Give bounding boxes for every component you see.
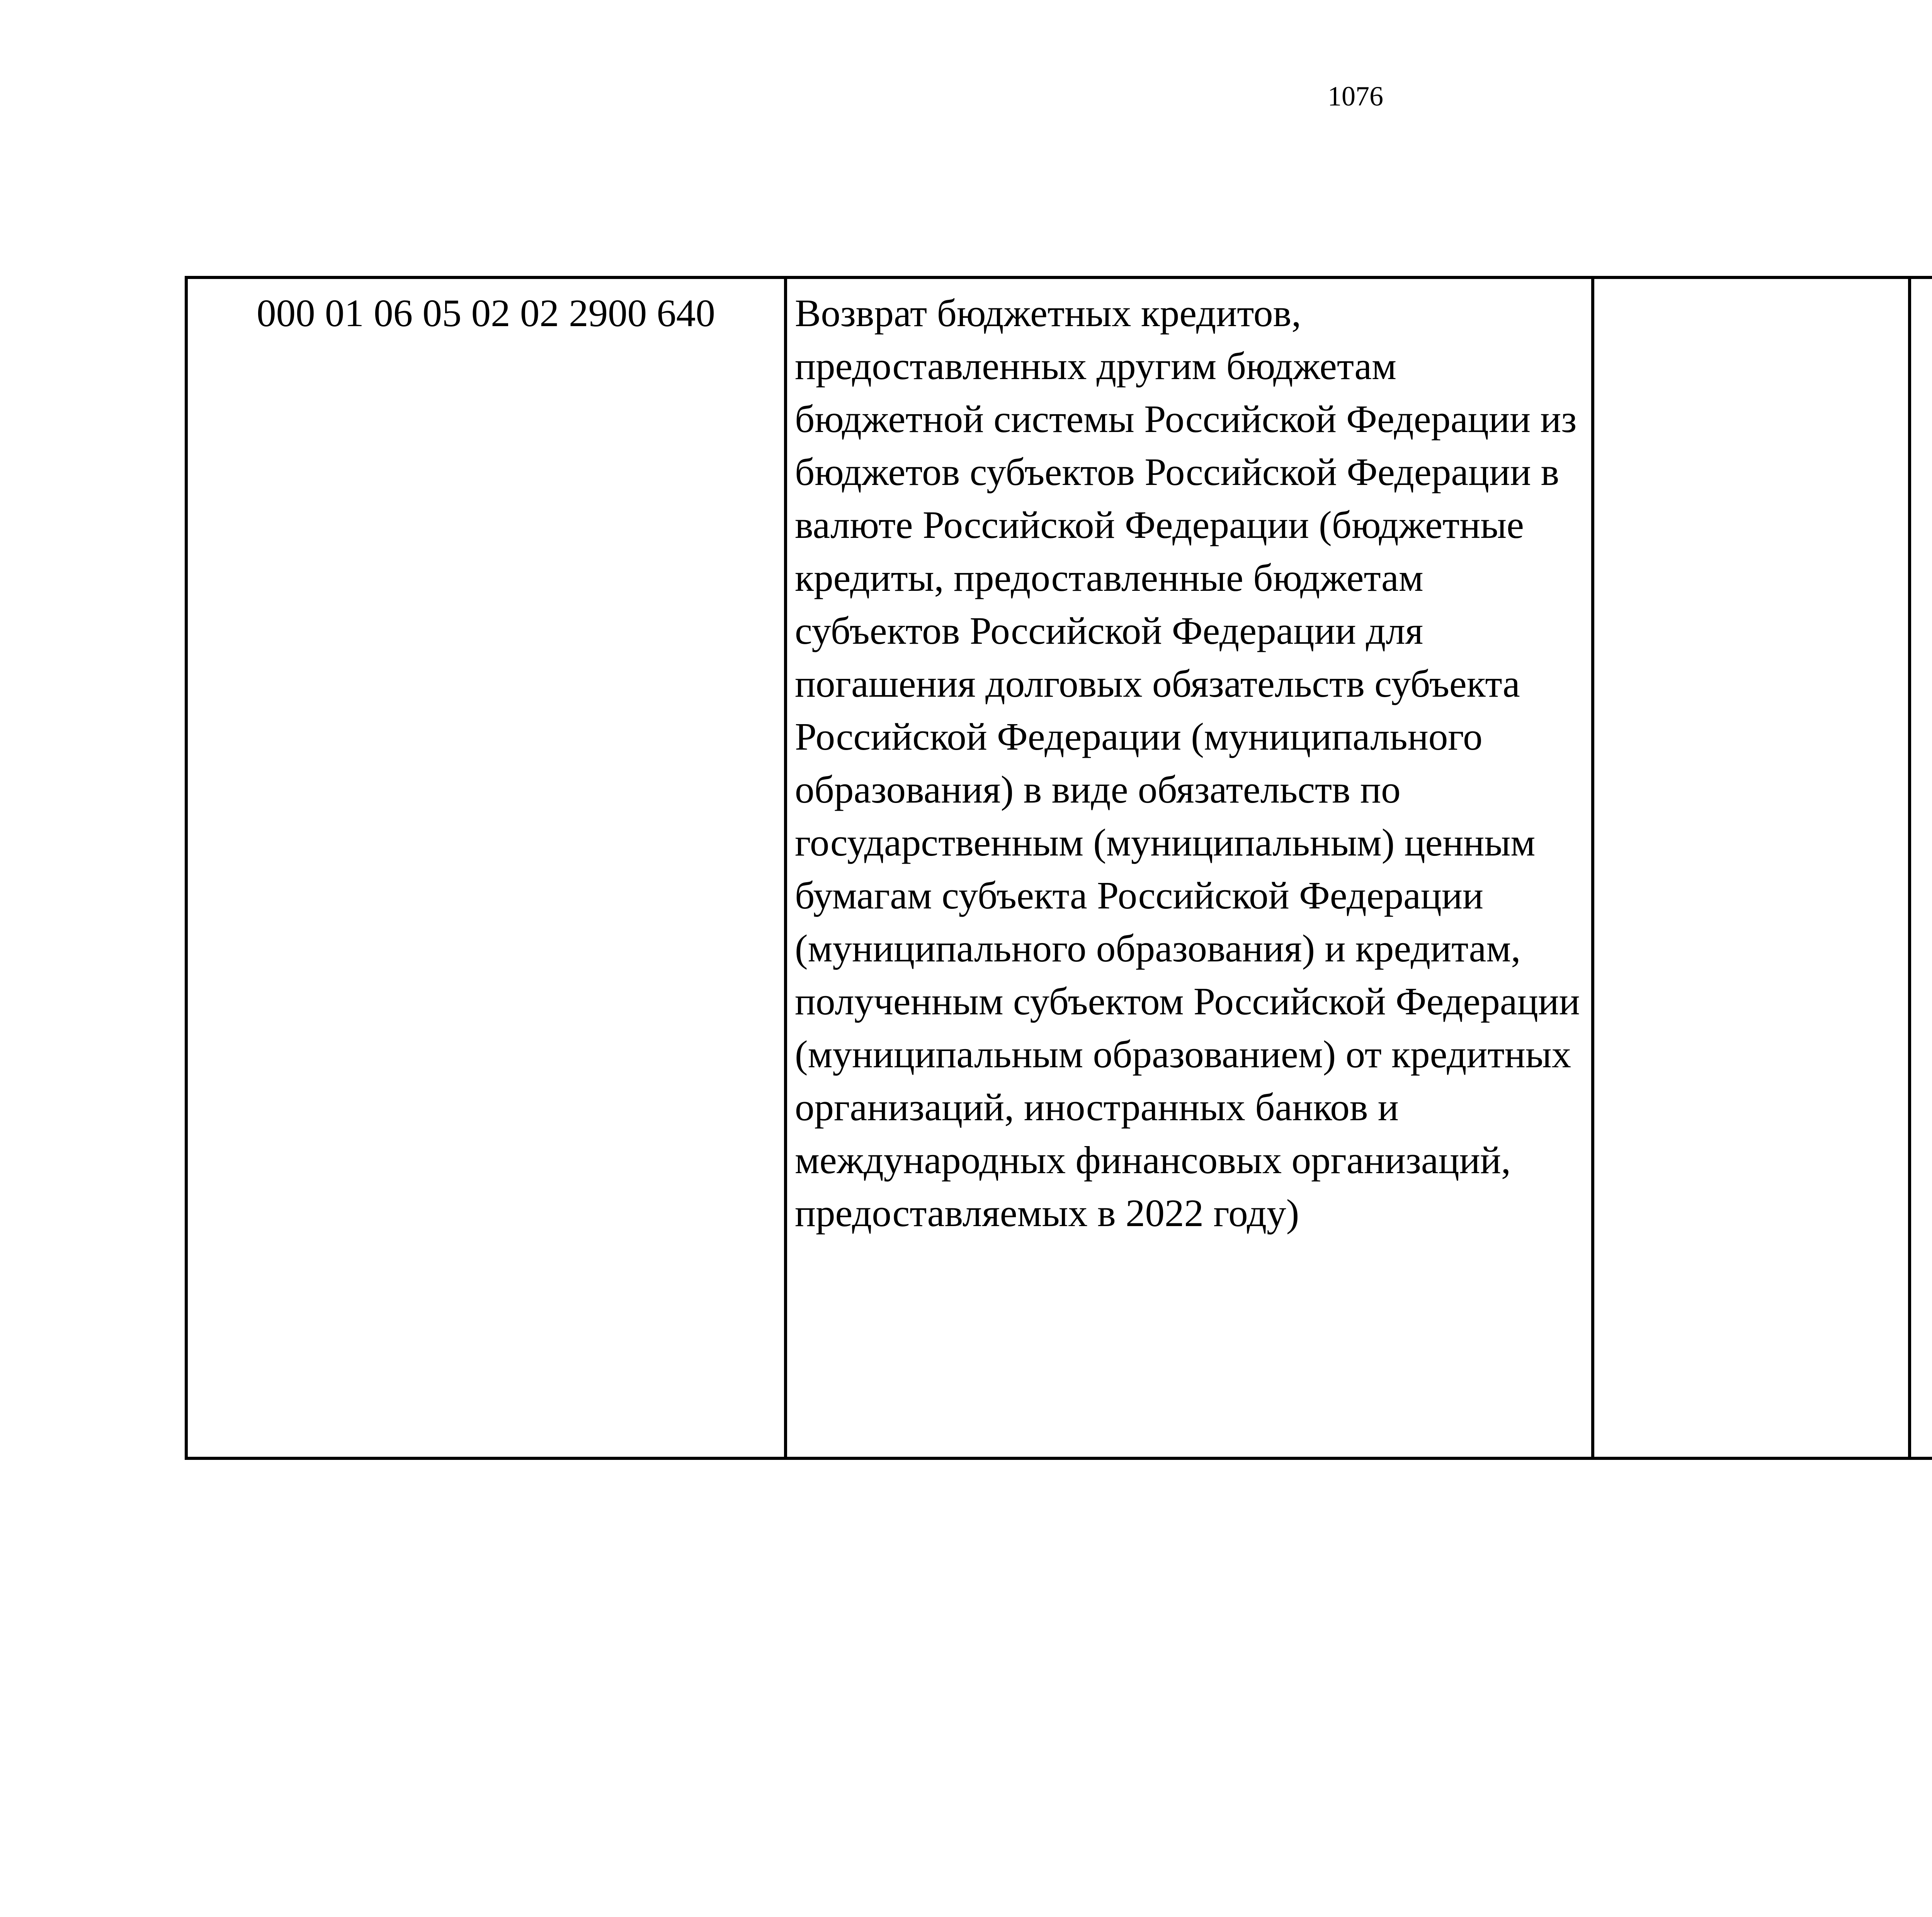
budget-code-cell: 000 01 06 05 02 02 2900 640 [186,277,786,1458]
budget-table [185,276,1932,1460]
description-cell: Возврат бюджетных кредитов, предоставленных другим бюджетам бюджетной системы Российской Федерации из бюджетов субъектов Российской Федерации в валюте Российской Федерации (бюджетные кредиты, предоставленные бюджетам субъектов Российской Федерации для погашения долговых обязательств субъекта Российской Федерации (муниципального образования) в виде обязательств по государственным (муниципальным) ценным бумагам субъекта Российской Федерации (муниципального образования) и кредитам, полученным субъектом Российской Федерации (муниципальным образованием) от кредитных организаций, иностранных банков и международных финансовых организаций, предоставляемых в 2022 году) [786,277,1593,1458]
table-row [186,277,1932,1458]
empty-cell-col4 [1910,277,1932,1458]
page-number: 1076 [1328,81,1383,112]
empty-cell-col3 [1593,277,1910,1458]
